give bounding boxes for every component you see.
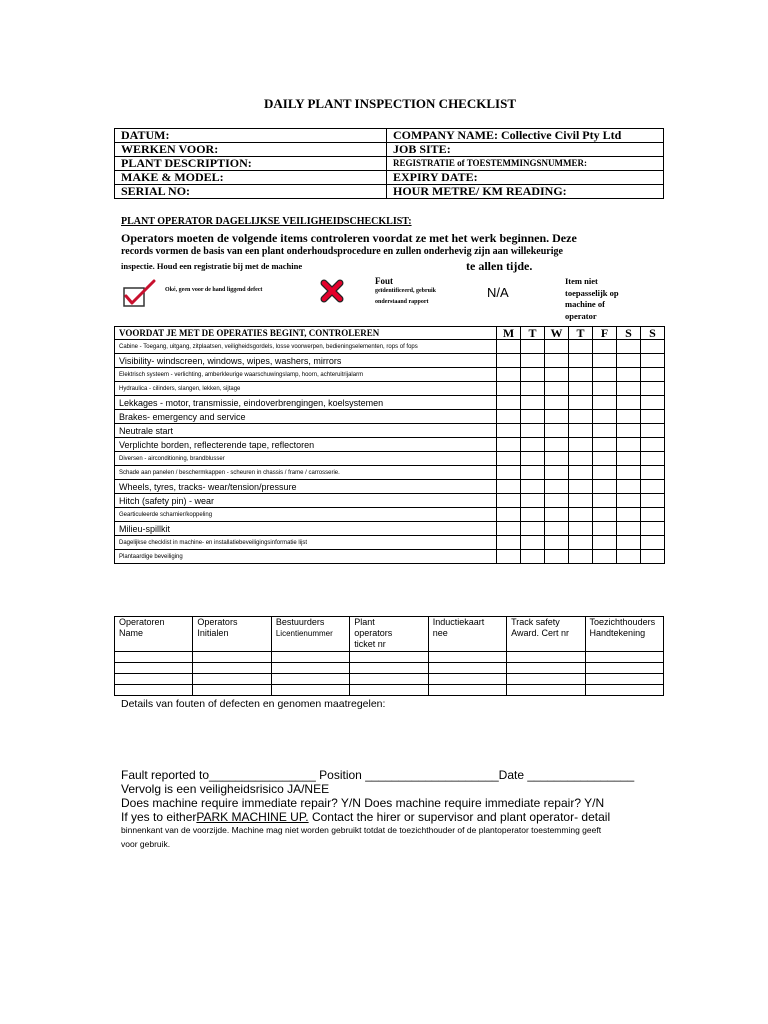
- checklist-item-label: Lekkages - motor, transmissie, eindoverbrengingen, koelsystemen: [115, 396, 497, 410]
- check-cell[interactable]: [569, 396, 593, 410]
- check-cell[interactable]: [617, 396, 641, 410]
- check-cell[interactable]: [617, 410, 641, 424]
- check-cell[interactable]: [521, 354, 545, 368]
- header-line: Inductiekaart: [432, 617, 485, 627]
- operator-instructions-line-3-end: te allen tijde.: [466, 259, 533, 273]
- check-cell[interactable]: [593, 354, 617, 368]
- inspection-checklist-table: [114, 326, 665, 564]
- operator-entry-cell[interactable]: [271, 685, 349, 696]
- check-cell[interactable]: [497, 550, 521, 564]
- header-line: Operators: [197, 617, 238, 627]
- check-cell[interactable]: [569, 508, 593, 522]
- check-cell[interactable]: [593, 382, 617, 396]
- checklist-row: [115, 452, 665, 466]
- check-cell[interactable]: [593, 396, 617, 410]
- legend-fault-line-2: onderstaand rapport: [375, 299, 429, 305]
- check-cell[interactable]: [617, 466, 641, 480]
- checklist-item-label: Verplichte borden, reflecterende tape, reflectoren: [115, 438, 497, 452]
- check-cell[interactable]: [521, 550, 545, 564]
- check-cell[interactable]: [641, 382, 665, 396]
- check-cell[interactable]: [593, 438, 617, 452]
- operator-entry-cell[interactable]: [585, 674, 663, 685]
- check-cell[interactable]: [641, 438, 665, 452]
- checklist-row: [115, 508, 665, 522]
- if-yes-line: [121, 810, 610, 824]
- check-cell[interactable]: [593, 424, 617, 438]
- check-cell[interactable]: [569, 354, 593, 368]
- day-column-header: S: [617, 327, 641, 340]
- checklist-item-label: Hydraulica - cilinders, slangen, lekken, sijtage: [115, 382, 497, 396]
- info-row: [115, 143, 664, 157]
- check-cell[interactable]: [593, 480, 617, 494]
- check-cell[interactable]: [617, 480, 641, 494]
- checkmark-icon: [120, 278, 164, 310]
- check-cell[interactable]: [617, 508, 641, 522]
- check-cell[interactable]: [617, 382, 641, 396]
- check-cell[interactable]: [593, 340, 617, 354]
- checklist-item-label: Dagelijkse checklist in machine- en installatiebeveiligingsinformatie lijst: [115, 536, 497, 550]
- operators-entry-row: [115, 685, 664, 696]
- check-cell[interactable]: [497, 382, 521, 396]
- checklist-item-label: Elektrisch systeem - verlichting, amberkleurige waarschuwingslamp, hoorn, achteruitrijalarm: [115, 368, 497, 382]
- checklist-item-label: Visibility- windscreen, windows, wipes, washers, mirrors: [115, 354, 497, 368]
- check-cell[interactable]: [617, 522, 641, 536]
- check-cell[interactable]: [497, 368, 521, 382]
- header-line: Licentienummer: [275, 629, 333, 638]
- check-cell[interactable]: [545, 466, 569, 480]
- check-cell[interactable]: [521, 522, 545, 536]
- usage-note-line-2: voor gebruik.: [121, 839, 171, 849]
- operators-column-header: [428, 617, 506, 652]
- check-cell[interactable]: [569, 368, 593, 382]
- check-cell[interactable]: [545, 438, 569, 452]
- operator-entry-cell[interactable]: [585, 663, 663, 674]
- checklist-item-label: Wheels, tyres, tracks- wear/tension/pressure: [115, 480, 497, 494]
- info-label-left[interactable]: SERIAL NO:: [115, 185, 387, 199]
- info-table: [114, 128, 664, 199]
- operator-entry-cell[interactable]: [193, 674, 271, 685]
- operator-entry-cell[interactable]: [271, 674, 349, 685]
- operator-instructions-line-3: inspectie. Houd een registratie bij met de machine: [121, 261, 303, 271]
- header-line: Operatoren: [119, 617, 165, 627]
- check-cell[interactable]: [569, 522, 593, 536]
- check-cell[interactable]: [569, 466, 593, 480]
- checklist-header: VOORDAT JE MET DE OPERATIES BEGINT, CONTROLEREN: [115, 327, 497, 340]
- check-cell[interactable]: [641, 494, 665, 508]
- details-label: Details van fouten of defecten en genomen maatregelen:: [121, 698, 386, 710]
- check-cell[interactable]: [617, 340, 641, 354]
- operators-entry-row: [115, 663, 664, 674]
- check-cell[interactable]: [497, 508, 521, 522]
- header-line: Name: [119, 628, 144, 638]
- operator-entry-cell[interactable]: [193, 685, 271, 696]
- page-title: DAILY PLANT INSPECTION CHECKLIST: [263, 96, 516, 111]
- park-machine-up-text: PARK MACHINE UP.: [196, 810, 309, 824]
- check-cell[interactable]: [521, 480, 545, 494]
- operator-entry-cell[interactable]: [350, 674, 428, 685]
- operator-entry-cell[interactable]: [271, 663, 349, 674]
- check-cell[interactable]: [641, 354, 665, 368]
- operator-entry-cell[interactable]: [507, 663, 585, 674]
- check-cell[interactable]: [545, 536, 569, 550]
- operator-entry-cell[interactable]: [507, 652, 585, 663]
- info-row: [115, 157, 664, 171]
- day-column-header: W: [545, 327, 569, 340]
- check-cell[interactable]: [521, 340, 545, 354]
- operator-entry-cell[interactable]: [115, 652, 193, 663]
- check-cell[interactable]: [497, 536, 521, 550]
- check-cell[interactable]: [497, 466, 521, 480]
- checklist-row: [115, 424, 665, 438]
- legend-na-line-3: machine of: [565, 299, 605, 309]
- check-cell[interactable]: [569, 480, 593, 494]
- check-cell[interactable]: [545, 340, 569, 354]
- check-cell[interactable]: [497, 480, 521, 494]
- check-cell[interactable]: [497, 410, 521, 424]
- check-cell[interactable]: [641, 550, 665, 564]
- checklist-row: [115, 550, 665, 564]
- check-cell[interactable]: [521, 410, 545, 424]
- info-row: [115, 185, 664, 199]
- check-cell[interactable]: [641, 396, 665, 410]
- legend-na-line-4: operator: [565, 310, 597, 321]
- check-cell[interactable]: [641, 522, 665, 536]
- header-line: Bestuurders: [275, 617, 325, 627]
- check-cell[interactable]: [545, 494, 569, 508]
- check-cell[interactable]: [497, 396, 521, 410]
- header-line: Award. Cert nr: [511, 628, 569, 638]
- operator-entry-cell[interactable]: [193, 652, 271, 663]
- checklist-item-label: Brakes- emergency and service: [115, 410, 497, 424]
- checklist-row: [115, 382, 665, 396]
- safety-risk-line: Vervolg is een veiligheidsrisico JA/NEE: [121, 782, 330, 796]
- header-line: Handtekening: [589, 628, 646, 638]
- check-cell[interactable]: [521, 452, 545, 466]
- operator-entry-cell[interactable]: [350, 652, 428, 663]
- check-cell[interactable]: [593, 466, 617, 480]
- day-column-header: T: [521, 327, 545, 340]
- operators-column-header: [350, 617, 428, 652]
- operator-entry-cell[interactable]: [428, 663, 506, 674]
- check-cell[interactable]: [497, 354, 521, 368]
- checklist-item-label: Plantaardige beveiliging: [115, 550, 497, 564]
- check-cell[interactable]: [497, 452, 521, 466]
- legend-na-line-2: toepasselijk op: [565, 287, 619, 298]
- operator-entry-cell[interactable]: [585, 685, 663, 696]
- check-cell[interactable]: [521, 424, 545, 438]
- check-cell[interactable]: [617, 536, 641, 550]
- check-cell[interactable]: [497, 438, 521, 452]
- check-cell[interactable]: [641, 424, 665, 438]
- operator-entry-cell[interactable]: [428, 652, 506, 663]
- check-cell[interactable]: [641, 368, 665, 382]
- day-column-header: F: [593, 327, 617, 340]
- check-cell[interactable]: [521, 368, 545, 382]
- operators-column-header: [115, 617, 193, 652]
- check-cell[interactable]: [545, 550, 569, 564]
- legend-na: N/A: [487, 285, 509, 300]
- check-cell[interactable]: [617, 550, 641, 564]
- checklist-item-label: Cabine - Toegang, uitgang, zitplaatsen, veiligheidsgordels, losse voorwerpen, bedieningselementen, rops of fops: [115, 340, 497, 354]
- operator-entry-cell[interactable]: [271, 652, 349, 663]
- check-cell[interactable]: [593, 508, 617, 522]
- header-line: operators: [354, 628, 393, 638]
- check-cell[interactable]: [593, 494, 617, 508]
- checklist-row: [115, 340, 665, 354]
- check-cell[interactable]: [593, 452, 617, 466]
- check-cell[interactable]: [641, 410, 665, 424]
- check-cell[interactable]: [641, 508, 665, 522]
- check-cell[interactable]: [569, 340, 593, 354]
- check-cell[interactable]: [593, 522, 617, 536]
- check-cell[interactable]: [545, 522, 569, 536]
- fault-reported-line[interactable]: Fault reported to________________ Position ____________________Date ________________: [121, 768, 635, 782]
- check-cell[interactable]: [593, 536, 617, 550]
- header-line: Plant: [354, 617, 375, 627]
- check-cell[interactable]: [545, 508, 569, 522]
- checklist-item-label: Gearticuleerde scharnier/koppeling: [115, 508, 497, 522]
- operator-entry-cell[interactable]: [507, 674, 585, 685]
- checklist-row: [115, 396, 665, 410]
- if-yes-suffix: Contact the hirer or supervisor and plant operator- detail: [308, 810, 611, 824]
- check-cell[interactable]: [545, 410, 569, 424]
- repair-question-line: Does machine require immediate repair? Y/N Does machine require immediate repair? Y/N: [121, 796, 605, 810]
- check-cell[interactable]: [569, 452, 593, 466]
- checklist-row: [115, 368, 665, 382]
- legend-fault-line-1: geïdentificeerd, gebruik: [375, 288, 436, 294]
- operators-column-header: [193, 617, 271, 652]
- check-cell[interactable]: [521, 508, 545, 522]
- checklist-row: [115, 480, 665, 494]
- check-cell[interactable]: [641, 480, 665, 494]
- operator-entry-cell[interactable]: [115, 663, 193, 674]
- check-cell[interactable]: [521, 536, 545, 550]
- info-label-left[interactable]: WERKEN VOOR:: [115, 143, 387, 157]
- header-line: nee: [432, 628, 448, 638]
- operators-column-header: [507, 617, 585, 652]
- day-column-header: M: [497, 327, 521, 340]
- check-cell[interactable]: [521, 382, 545, 396]
- check-cell[interactable]: [617, 424, 641, 438]
- day-column-header: S: [641, 327, 665, 340]
- check-cell[interactable]: [617, 438, 641, 452]
- operator-instructions-line-2: records vormen de basis van een plant onderhoudsprocedure en zullen onderhevig zijn aan willekeurige: [121, 246, 563, 257]
- check-cell[interactable]: [593, 368, 617, 382]
- checklist-item-label: Diversen - airconditioning, brandblusser: [115, 452, 497, 466]
- operator-entry-cell[interactable]: [193, 663, 271, 674]
- check-cell[interactable]: [641, 340, 665, 354]
- check-cell[interactable]: [545, 382, 569, 396]
- check-cell[interactable]: [641, 536, 665, 550]
- operators-column-header: [585, 617, 663, 652]
- check-cell[interactable]: [497, 494, 521, 508]
- check-cell[interactable]: [545, 480, 569, 494]
- operator-entry-cell[interactable]: [115, 674, 193, 685]
- check-cell[interactable]: [617, 368, 641, 382]
- info-label-right[interactable]: HOUR METRE/ KM READING:: [387, 185, 664, 199]
- check-cell[interactable]: [545, 368, 569, 382]
- check-cell[interactable]: [569, 550, 593, 564]
- check-cell[interactable]: [641, 466, 665, 480]
- info-row: [115, 129, 664, 143]
- header-line: Initialen: [197, 628, 229, 638]
- info-label-left[interactable]: MAKE & MODEL:: [115, 171, 387, 185]
- check-cell[interactable]: [521, 438, 545, 452]
- if-yes-prefix: If yes to either: [121, 810, 197, 824]
- legend-na-description: [565, 276, 619, 322]
- check-cell[interactable]: [617, 494, 641, 508]
- check-cell[interactable]: [641, 452, 665, 466]
- info-label-right[interactable]: REGISTRATIE of TOESTEMMINGSNUMMER:: [387, 157, 664, 171]
- operators-table: [114, 616, 664, 696]
- checklist-item-label: Milieu-spillkit: [115, 522, 497, 536]
- legend-fault-title: Fout: [375, 276, 393, 286]
- day-column-header: T: [569, 327, 593, 340]
- info-label-right[interactable]: JOB SITE:: [387, 143, 664, 157]
- check-cell[interactable]: [569, 536, 593, 550]
- header-line: Track safety: [511, 617, 560, 627]
- check-cell[interactable]: [569, 438, 593, 452]
- checklist-row: [115, 522, 665, 536]
- check-cell[interactable]: [569, 494, 593, 508]
- check-cell[interactable]: [521, 466, 545, 480]
- operator-instructions-line-1: Operators moeten de volgende items controleren voordat ze met het werk beginnen. Deze: [121, 231, 577, 245]
- check-cell[interactable]: [593, 550, 617, 564]
- check-cell[interactable]: [569, 410, 593, 424]
- checklist-row: [115, 466, 665, 480]
- cross-icon: [320, 279, 344, 303]
- operators-entry-row: [115, 652, 664, 663]
- check-cell[interactable]: [593, 410, 617, 424]
- checklist-row: [115, 354, 665, 368]
- check-cell[interactable]: [545, 424, 569, 438]
- operator-entry-cell[interactable]: [115, 685, 193, 696]
- check-cell[interactable]: [545, 452, 569, 466]
- header-line: ticket nr: [354, 639, 386, 649]
- checklist-item-label: Schade aan panelen / beschermkappen - scheuren in chassis / frame / carrosserie.: [115, 466, 497, 480]
- check-cell[interactable]: [521, 494, 545, 508]
- operator-entry-cell[interactable]: [428, 674, 506, 685]
- operator-checklist-heading: PLANT OPERATOR DAGELIJKSE VEILIGHEIDSCHECKLIST:: [121, 216, 412, 227]
- operators-header-row: [115, 617, 664, 652]
- info-label-left[interactable]: DATUM:: [115, 129, 387, 143]
- legend-ok-text: Oké, geen voor de hand liggend defect: [165, 287, 263, 293]
- checklist-item-label: Neutrale start: [115, 424, 497, 438]
- operator-entry-cell[interactable]: [507, 685, 585, 696]
- info-label-right[interactable]: COMPANY NAME: Collective Civil Pty Ltd: [387, 129, 664, 143]
- operators-entry-row: [115, 674, 664, 685]
- checklist-row: [115, 536, 665, 550]
- operator-entry-cell[interactable]: [350, 685, 428, 696]
- info-label-right[interactable]: EXPIRY DATE:: [387, 171, 664, 185]
- usage-note-line-1: binnenkant van de voorzijde. Machine mag niet worden gebruikt totdat de toezichthouder of de plantoperator toestemming geeft: [121, 825, 602, 835]
- checklist-row: [115, 494, 665, 508]
- check-cell[interactable]: [569, 382, 593, 396]
- check-cell[interactable]: [617, 354, 641, 368]
- operators-column-header: [271, 617, 349, 652]
- operator-entry-cell[interactable]: [585, 652, 663, 663]
- checklist-row: [115, 438, 665, 452]
- check-cell[interactable]: [497, 340, 521, 354]
- check-cell[interactable]: [497, 522, 521, 536]
- check-cell[interactable]: [521, 396, 545, 410]
- check-cell[interactable]: [617, 452, 641, 466]
- legend-na-line-1: Item niet: [565, 276, 598, 286]
- header-line: Toezichthouders: [589, 617, 656, 627]
- check-cell[interactable]: [569, 424, 593, 438]
- info-label-left[interactable]: PLANT DESCRIPTION:: [115, 157, 387, 171]
- operator-entry-cell[interactable]: [428, 685, 506, 696]
- check-cell[interactable]: [497, 424, 521, 438]
- check-cell[interactable]: [545, 396, 569, 410]
- checklist-item-label: Hitch (safety pin) - wear: [115, 494, 497, 508]
- info-row: [115, 171, 664, 185]
- operator-entry-cell[interactable]: [350, 663, 428, 674]
- check-cell[interactable]: [545, 354, 569, 368]
- checklist-row: [115, 410, 665, 424]
